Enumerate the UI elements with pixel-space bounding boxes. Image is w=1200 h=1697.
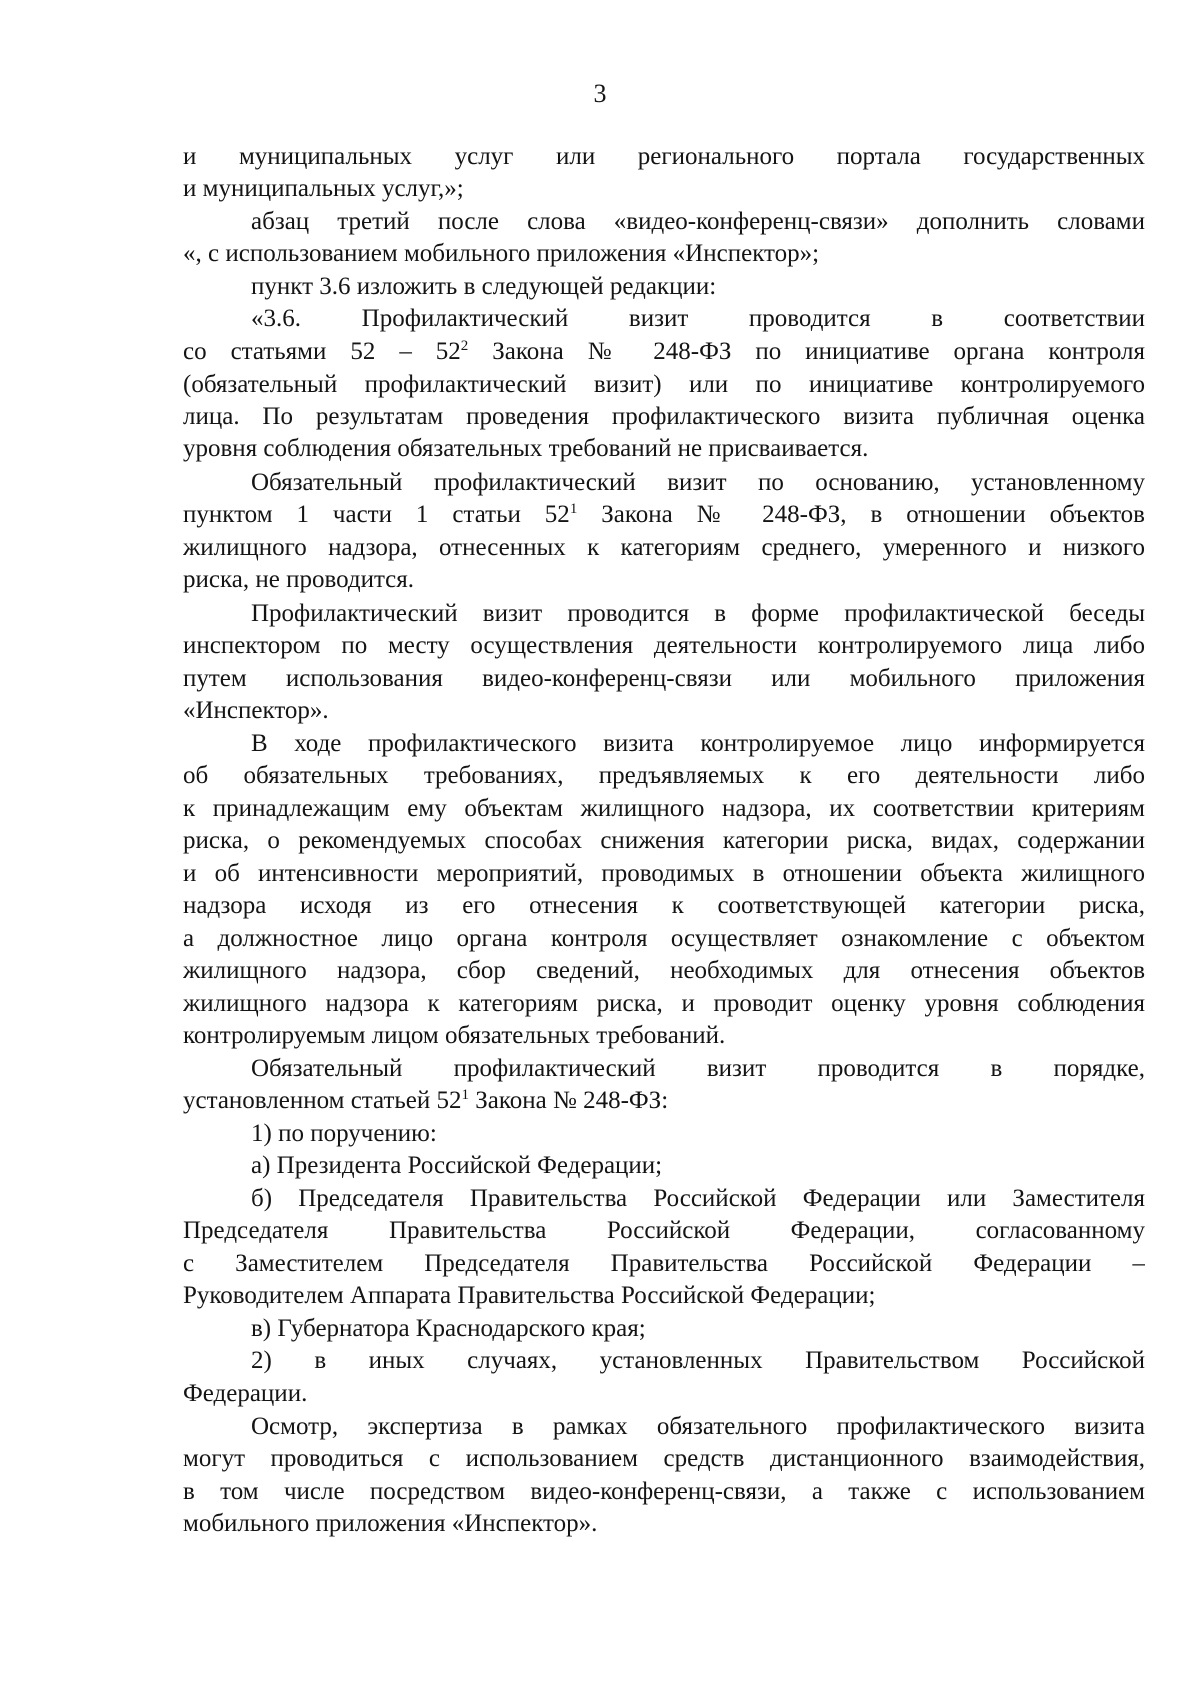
text-run: «3.6. Профилактический визит проводится в соответствии: [251, 305, 1145, 332]
document-body: [183, 0, 1145, 1697]
text-line: [251, 597, 1145, 630]
text-run: Закона № 248-ФЗ, в отношении объектов: [577, 501, 1145, 528]
text-run: к принадлежащим ему объектам жилищного надзора, их соответствии критериям: [183, 795, 1145, 822]
text-run: контролируемым лицом обязательных требований.: [183, 1022, 726, 1049]
text-line: [183, 172, 1145, 205]
text-run: в) Губернатора Краснодарского края;: [251, 1315, 646, 1342]
text-run: об обязательных требованиях, предъявляемых к его деятельности либо: [183, 762, 1145, 789]
text-line: [183, 1214, 1145, 1247]
text-line: [183, 1279, 1145, 1312]
text-line: [251, 727, 1145, 760]
text-run: жилищного надзора к категориям риска, и проводит оценку уровня соблюдения: [183, 990, 1145, 1017]
text-run: Закона № 248-ФЗ по инициативе органа контроля: [468, 338, 1145, 365]
text-line: [251, 302, 1145, 335]
text-line: [251, 270, 1145, 303]
text-line: [183, 1019, 1145, 1052]
text-line: [183, 400, 1145, 433]
text-line: [183, 1377, 1145, 1410]
text-run: жилищного надзора, отнесенных к категориям среднего, умеренного и низкого: [183, 534, 1145, 561]
text-run: 1) по поручению:: [251, 1120, 437, 1147]
text-run: инспектором по месту осуществления деятельности контролируемого лица либо: [183, 632, 1145, 659]
text-run: (обязательный профилактический визит) или по инициативе контролируемого: [183, 371, 1145, 398]
text-run: с Заместителем Председателя Правительства Российской Федерации –: [183, 1250, 1145, 1277]
text-line: [183, 1247, 1145, 1280]
text-run: пунктом 1 части 1 статьи 52: [183, 501, 570, 528]
text-line: [183, 1475, 1145, 1508]
text-line: [183, 922, 1145, 955]
text-run: уровня соблюдения обязательных требований не присваивается.: [183, 435, 869, 462]
text-run: риска, о рекомендуемых способах снижения категории риска, видах, содержании: [183, 827, 1145, 854]
text-line: [183, 857, 1145, 890]
text-run: жилищного надзора, сбор сведений, необходимых для отнесения объектов: [183, 957, 1145, 984]
text-line: [183, 140, 1145, 173]
text-line: [183, 237, 1145, 270]
text-run: Закона № 248-ФЗ:: [469, 1087, 669, 1114]
text-run: могут проводиться с использованием средств дистанционного взаимодействия,: [183, 1445, 1145, 1472]
text-run: установленном статьей 52: [183, 1087, 462, 1114]
text-line: [183, 432, 1145, 465]
text-run: лица. По результатам проведения профилактического визита публичная оценка: [183, 403, 1145, 430]
text-line: [183, 889, 1145, 922]
text-run: 2) в иных случаях, установленных Правительством Российской: [251, 1347, 1145, 1374]
text-line: [251, 1182, 1145, 1215]
page-number: 3: [593, 79, 607, 108]
text-line: [251, 466, 1145, 499]
text-line: [251, 1312, 1145, 1345]
text-line: [251, 1052, 1145, 1085]
text-line: [183, 629, 1145, 662]
text-line: [251, 1410, 1145, 1443]
text-run: б) Председателя Правительства Российской Федерации или Заместителя: [251, 1185, 1145, 1212]
text-line: [251, 1149, 1145, 1182]
text-line: [183, 954, 1145, 987]
text-run: Профилактический визит проводится в форме профилактической беседы: [251, 600, 1145, 627]
text-run: и муниципальных услуг или регионального портала государственных: [183, 143, 1145, 170]
text-line: [183, 987, 1145, 1020]
text-run: абзац третий после слова «видео-конференц-связи» дополнить словами: [251, 208, 1145, 235]
text-line: [251, 1344, 1145, 1377]
text-run: и муниципальных услуг,»;: [183, 175, 464, 202]
text-run: «Инспектор».: [183, 697, 329, 724]
text-run: путем использования видео-конференц-связи или мобильного приложения: [183, 665, 1145, 692]
text-line: [183, 498, 1145, 531]
text-run: Обязательный профилактический визит проводится в порядке,: [251, 1055, 1145, 1082]
text-run: Федерации.: [183, 1380, 308, 1407]
text-line: [183, 531, 1145, 564]
text-line: [251, 1117, 1145, 1150]
superscript: 1: [569, 501, 578, 517]
text-run: а) Президента Российской Федерации;: [251, 1152, 663, 1179]
text-run: а должностное лицо органа контроля осуществляет ознакомление с объектом: [183, 925, 1145, 952]
text-run: риска, не проводится.: [183, 566, 415, 593]
text-line: [183, 563, 1145, 596]
text-run: мобильного приложения «Инспектор».: [183, 1510, 598, 1537]
text-run: Руководителем Аппарата Правительства Российской Федерации;: [183, 1282, 876, 1309]
text-run: Осмотр, экспертиза в рамках обязательного профилактического визита: [251, 1413, 1145, 1440]
text-line: [183, 1507, 1145, 1540]
text-line: [183, 759, 1145, 792]
text-line: [183, 792, 1145, 825]
text-line: [183, 662, 1145, 695]
text-run: и об интенсивности мероприятий, проводимых в отношении объекта жилищного: [183, 860, 1145, 887]
text-run: Председателя Правительства Российской Федерации, согласованному: [183, 1217, 1145, 1244]
superscript: 1: [461, 1087, 470, 1103]
text-line: [183, 694, 1145, 727]
text-line: [251, 205, 1145, 238]
text-line: [183, 824, 1145, 857]
superscript: 2: [460, 338, 469, 354]
text-run: в том числе посредством видео-конференц-связи, а также с использованием: [183, 1478, 1145, 1505]
text-run: Обязательный профилактический визит по основанию, установленному: [251, 469, 1145, 496]
text-run: со статьями 52 – 52: [183, 338, 461, 365]
text-line: [183, 1084, 1145, 1117]
text-line: [183, 368, 1145, 401]
text-run: пункт 3.6 изложить в следующей редакции:: [251, 273, 717, 300]
text-run: В ходе профилактического визита контролируемое лицо информируется: [251, 730, 1145, 757]
text-line: [183, 1442, 1145, 1475]
text-run: надзора исходя из его отнесения к соответствующей категории риска,: [183, 892, 1145, 919]
text-run: «, с использованием мобильного приложения «Инспектор»;: [183, 240, 820, 267]
text-line: [183, 335, 1145, 368]
